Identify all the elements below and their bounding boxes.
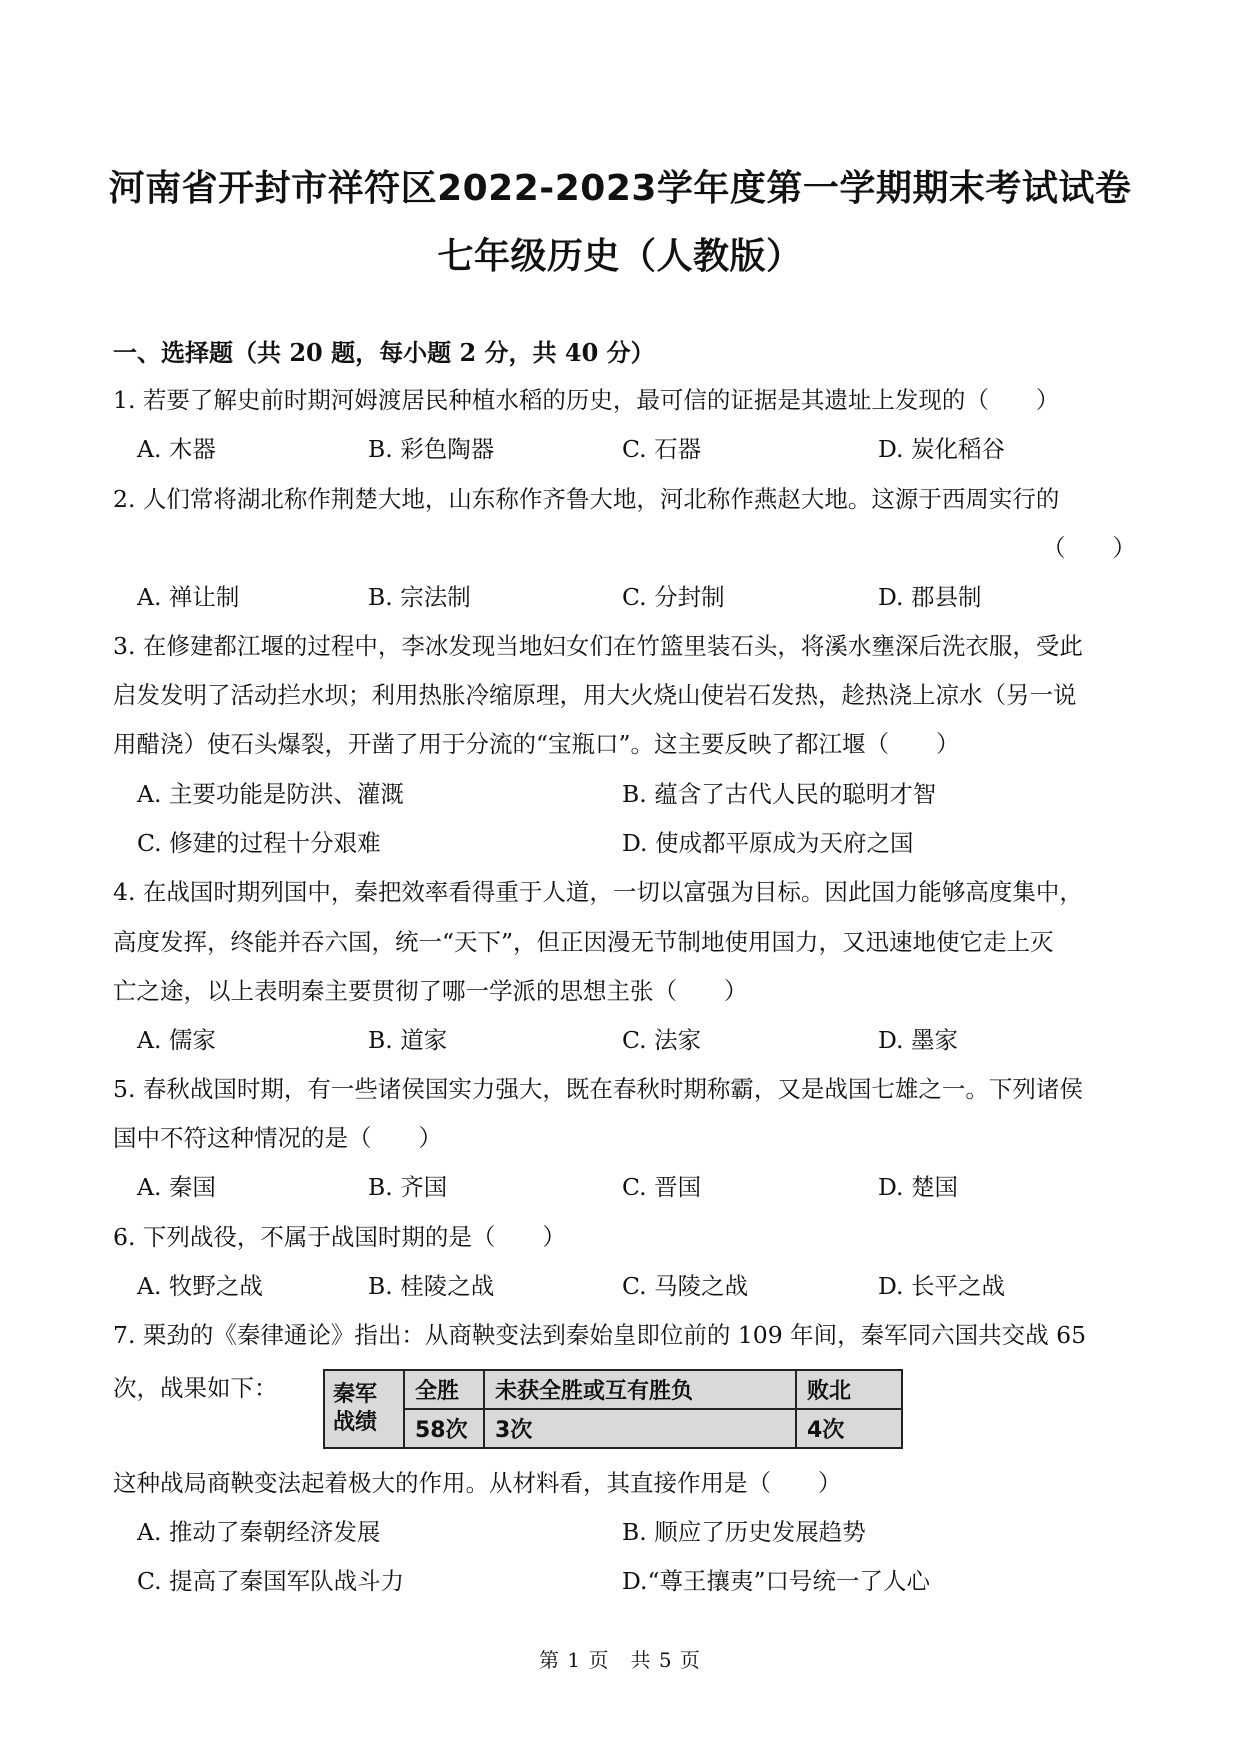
question-6-option-b: B. 桂陵之战 — [368, 1272, 495, 1300]
table-cell: 4次 — [796, 1409, 902, 1448]
section-heading: 一、选择题（共 20 题，每小题 2 分，共 40 分） — [113, 338, 655, 367]
question-1-option-a: A. 木器 — [137, 435, 216, 463]
page-number: 第 1 页 共 5 页 — [539, 1648, 701, 1672]
exam-subtitle: 七年级历史（人教版） — [437, 236, 803, 277]
table-header-cell: 败北 — [796, 1370, 902, 1409]
question-7-option-d: D.“尊王攘夷”口号统一了人心 — [622, 1567, 931, 1595]
question-2-answer-paren: （ ） — [1042, 534, 1136, 562]
question-3-option-a: A. 主要功能是防洪、灌溉 — [137, 780, 404, 808]
question-5-option-d: D. 楚国 — [878, 1173, 958, 1201]
question-1-option-b: B. 彩色陶器 — [368, 435, 495, 463]
question-7-text-line-3: 这种战局商鞅变法起着极大的作用。从材料看，其直接作用是（ ） — [113, 1469, 842, 1497]
question-7-option-c: C. 提高了秦国军队战斗力 — [137, 1567, 405, 1595]
question-7-option-a: A. 推动了秦朝经济发展 — [137, 1518, 381, 1546]
question-2-text: 2. 人们常将湖北称作荆楚大地，山东称作齐鲁大地，河北称作燕赵大地。这源于西周实行的 — [113, 485, 1060, 513]
question-3-option-d: D. 使成都平原成为天府之国 — [622, 829, 914, 857]
question-4-text-line-1: 4. 在战国时期列国中，秦把效率看得重于人道，一切以富强为目标。因此国力能够高度集中， — [113, 878, 1083, 906]
question-2-option-a: A. 禅让制 — [137, 583, 240, 611]
question-6-option-a: A. 牧野之战 — [137, 1272, 263, 1300]
question-6-option-d: D. 长平之战 — [878, 1272, 1005, 1300]
question-1-option-d: D. 炭化稻谷 — [878, 435, 1005, 463]
table-cell: 3次 — [484, 1409, 796, 1448]
table-header-cell: 未获全胜或互有胜负 — [484, 1370, 796, 1409]
question-1-text: 1. 若要了解史前时期河姆渡居民种植水稻的历史，最可信的证据是其遗址上发现的（ ） — [113, 386, 1060, 414]
question-3-text-line-3: 用醋浇）使石头爆裂，开凿了用于分流的“宝瓶口”。这主要反映了都江堰（ ） — [113, 730, 960, 758]
question-4-option-a: A. 儒家 — [137, 1026, 216, 1054]
question-5-text-line-2: 国中不符这种情况的是（ ） — [113, 1124, 442, 1152]
question-7-text-line-1: 7. 栗劲的《秦律通论》指出：从商鞅变法到秦始皇即位前的 109 年间，秦军同六国共交战 65 — [113, 1321, 1087, 1349]
question-7-text-line-2: 次，战果如下： — [113, 1374, 278, 1402]
question-4-option-c: C. 法家 — [622, 1026, 702, 1054]
question-4-text-line-3: 亡之途，以上表明秦主要贯彻了哪一学派的思想主张（ ） — [113, 977, 748, 1005]
question-6-option-c: C. 马陵之战 — [622, 1272, 749, 1300]
question-3-option-b: B. 蕴含了古代人民的聪明才智 — [622, 780, 937, 808]
question-3-text-line-2: 启发发明了活动拦水坝；利用热胀冷缩原理，用大火烧山使岩石发热，趁热浇上凉水（另一说 — [113, 681, 1077, 709]
question-4-option-b: B. 道家 — [368, 1026, 448, 1054]
question-3-option-c: C. 修建的过程十分艰难 — [137, 829, 381, 857]
table-row — [324, 1370, 902, 1409]
battle-results-table — [323, 1369, 903, 1449]
question-6-text: 6. 下列战役，不属于战国时期的是（ ） — [113, 1223, 566, 1251]
question-7-option-b: B. 顺应了历史发展趋势 — [622, 1518, 866, 1546]
table-cell: 58次 — [404, 1409, 484, 1448]
question-5-option-a: A. 秦国 — [137, 1173, 216, 1201]
question-5-option-b: B. 齐国 — [368, 1173, 448, 1201]
question-5-text-line-1: 5. 春秋战国时期，有一些诸侯国实力强大，既在春秋时期称霸，又是战国七雄之一。下列诸侯 — [113, 1075, 1083, 1103]
table-header-cell: 全胜 — [404, 1370, 484, 1409]
table-row — [324, 1409, 902, 1448]
question-3-text-line-1: 3. 在修建都江堰的过程中，李冰发现当地妇女们在竹篮里装石头，将溪水壅深后洗衣服，受此 — [113, 632, 1083, 660]
question-2-option-d: D. 郡县制 — [878, 583, 982, 611]
exam-title: 河南省开封市祥符区2022-2023学年度第一学期期末考试试卷 — [108, 168, 1132, 209]
question-4-text-line-2: 高度发挥，终能并吞六国，统一“天下”，但正因漫无节制地使用国力，又迅速地使它走上灭 — [113, 928, 1054, 956]
question-2-option-b: B. 宗法制 — [368, 583, 471, 611]
question-1-option-c: C. 石器 — [622, 435, 702, 463]
question-4-option-d: D. 墨家 — [878, 1026, 958, 1054]
question-2-option-c: C. 分封制 — [622, 583, 725, 611]
question-5-option-c: C. 晋国 — [622, 1173, 702, 1201]
table-row-header: 秦军战绩 — [324, 1370, 404, 1448]
